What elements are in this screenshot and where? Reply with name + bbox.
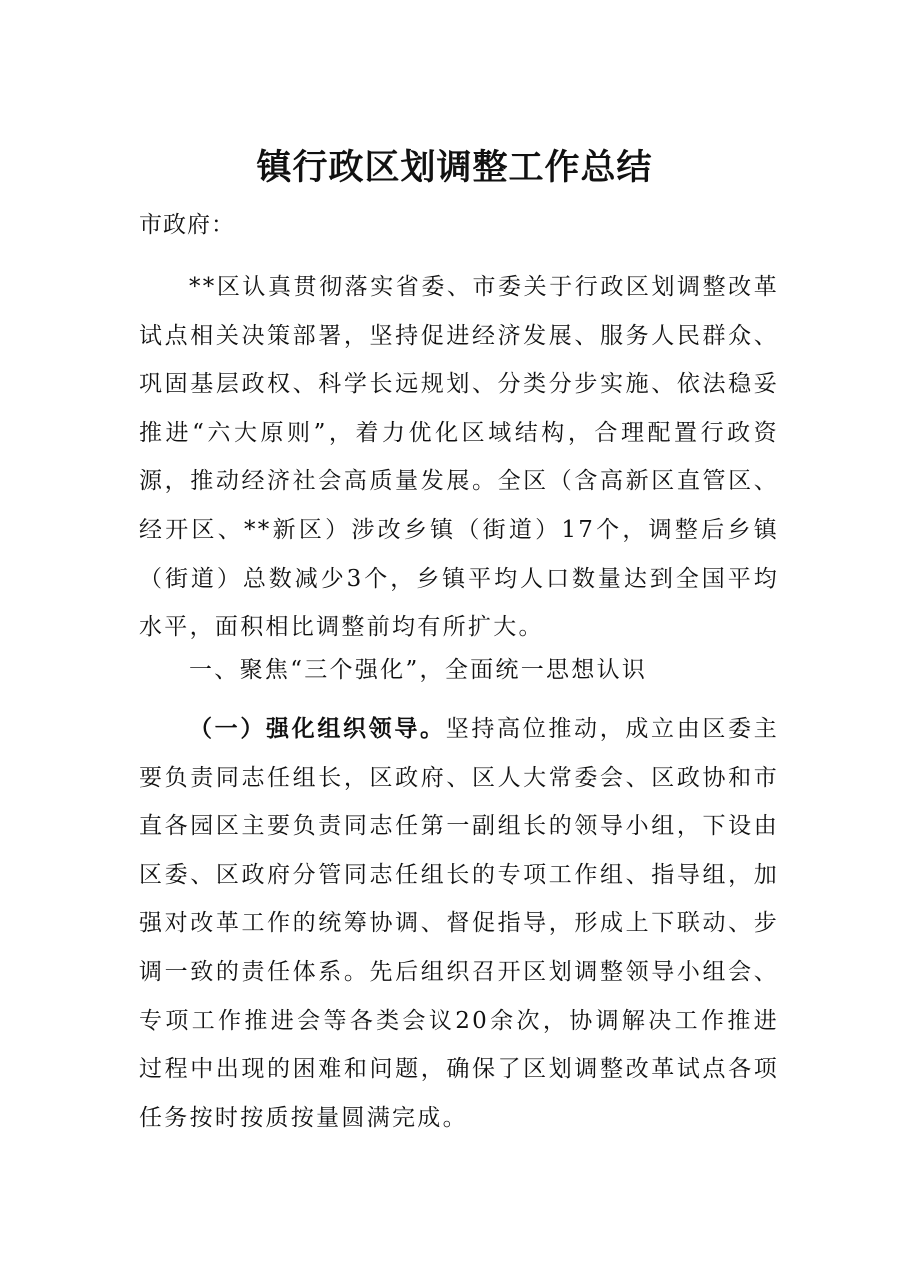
paragraph-lead-bold: （一）强化组织领导。 (189, 715, 446, 742)
paragraph-body: 坚持高位推动，成立由区委主要负责同志任组长，区政府、区人大常委会、区政协和市直各园区主要负责同志任第一副组长的领导小组，下设由区委、区政府分管同志任组长的专项工作组、指导组，加强对改革工作的统筹协调、督促指导，形成上下联动、步调一致的责任体系。先后组织召开区划调整领导小组会、专项工作推进会等各类会议20余次，协调解决工作推进过程中出现的困难和问题，确保了区划调整改革试点各项任务按时按质按量圆满完成。 (139, 716, 780, 1131)
paragraph-organization (139, 705, 779, 1145)
salutation: 市政府： (139, 212, 235, 238)
document-title: 镇行政区划调整工作总结 (256, 147, 653, 188)
paragraph-intro: **区认真贯彻落实省委、市委关于行政区划调整改革试点相关决策部署，坚持促进经济发展、服务人民群众、巩固基层政权、科学长远规划、分类分步实施、依法稳妥推进“六大原则”，着力优化区域结构，合理配置行政资源，推动经济社会高质量发展。全区（含高新区直管区、经开区、**新区）涉改乡镇（街道）17个，调整后乡镇（街道）总数减少3个，乡镇平均人口数量达到全国平均水平，面积相比调整前均有所扩大。 (139, 274, 779, 641)
section-heading-1: 一、聚焦“三个强化”，全面统一思想认识 (189, 657, 648, 683)
